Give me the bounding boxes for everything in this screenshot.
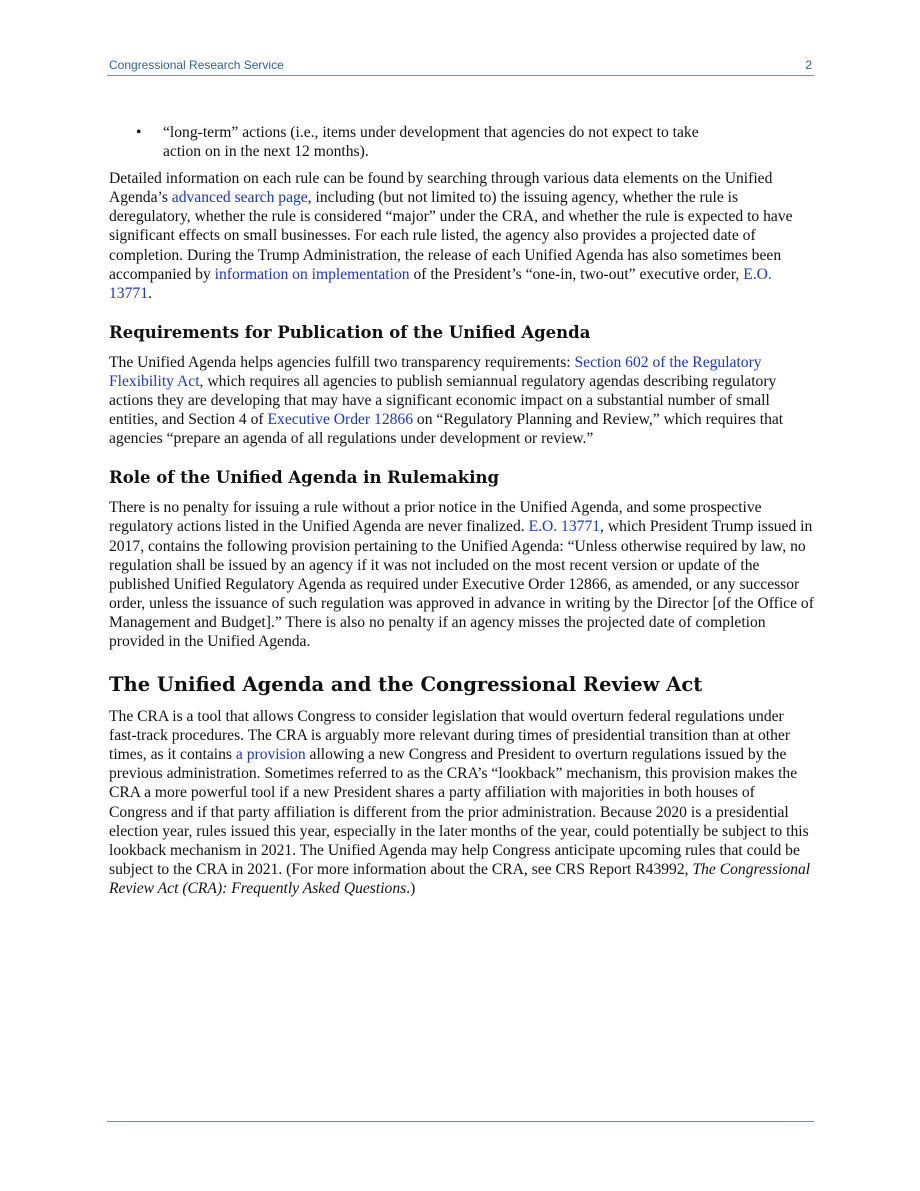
report-title: The Congressional Review Act (CRA): Frequently Asked Questions xyxy=(109,860,811,897)
text: , including (but not limited to) the issuing agency, whether the rule is deregulatory, whether the rule is considered “major” under the CRA, and whether the rule is expected to have significant effects on small businesses. For each rule listed, the agency also provides a projected date of completion. During the Trump Administration, the release of each Unified Agenda has also sometimes been accompanied by xyxy=(109,189,793,283)
text: allowing a new Congress and President to overturn regulations issued by the previous administration. Sometimes referred to as the CRA’s “lookback” mechanism, this provision makes the CRA a more powerful tool if a new President shares a party affiliation with majorities in both houses of Congress and if that party affiliation is different from the prior administration. Because 2020 is a presidential election year, rules issued this year, especially in the later months of the year, could potentially be subject to this lookback mechanism in 2021. The Unified Agenda may help Congress anticipate upcoming rules that could be subject to the CRA in 2021. (For more information about the CRA, see CRS Report R43992, xyxy=(109,746,809,878)
implementation-info-link[interactable]: information on implementation xyxy=(214,265,410,283)
paragraph-search xyxy=(109,169,814,303)
footer-rule xyxy=(107,1121,814,1122)
eo-13771-link-2[interactable]: E.O. 13771 xyxy=(528,518,601,536)
bullet-item xyxy=(109,123,814,161)
advanced-search-link[interactable]: advanced search page xyxy=(171,189,308,207)
text: The Unified Agenda helps agencies fulfill two transparency requirements: xyxy=(109,353,575,371)
eo-13771-link[interactable]: E.O. 13771 xyxy=(109,265,772,302)
executive-order-12866-link[interactable]: Executive Order 12866 xyxy=(267,411,414,429)
bullet-line-2: action on in the next 12 months). xyxy=(163,143,369,161)
text: on “Regulatory Planning and Review,” which requires that agencies “prepare an agenda of all regulations under development or review.” xyxy=(109,411,784,448)
paragraph-role xyxy=(109,498,814,651)
paragraph-cra xyxy=(109,707,814,898)
text: . xyxy=(147,284,152,302)
bullet-icon: • xyxy=(136,124,142,141)
text: , which President Trump issued in 2017, contains the following provision pertaining to the Unified Agenda: “Unless otherwise required by law, no regulation shall be issued by an agency if it was not included on the most recent version or update of the published Unified Regulatory Agenda as required under Executive Order 12866, as amended, or any successor order, unless the issuance of such regulation was approved in advance in writing by the Director [of the Office of Management and Budget].” There is also no penalty if an agency misses the projected date of completion provided in the Unified Agenda. xyxy=(109,518,814,650)
heading-cra: The Unified Agenda and the Congressional Review Act xyxy=(109,673,703,697)
page-number: 2 xyxy=(805,58,812,72)
section-602-link[interactable]: Section 602 of the Regulatory Flexibility Act xyxy=(109,353,762,390)
paragraph-requirements xyxy=(109,353,814,448)
page-header xyxy=(107,58,814,76)
text: , which requires all agencies to publish semiannual regulatory agendas describing regulatory actions they are developing that may have a significant economic impact on a substantial number of small entities, and Section 4 of xyxy=(109,372,777,429)
document-body xyxy=(109,123,814,907)
header-org: Congressional Research Service xyxy=(109,58,284,72)
bullet-line-1: “long-term” actions (i.e., items under development that agencies do not expect to take xyxy=(163,124,699,141)
text: The CRA is a tool that allows Congress to consider legislation that would overturn federal regulations under fast-track procedures. The CRA is arguably more relevant during times of presidential transition than at other times, as it contains xyxy=(109,708,791,764)
heading-requirements: Requirements for Publication of the Unified Agenda xyxy=(109,322,591,342)
text: .) xyxy=(406,879,416,897)
text: of the President’s “one-in, two-out” executive order, xyxy=(409,265,744,283)
provision-link[interactable]: a provision xyxy=(235,746,306,764)
heading-role: Role of the Unified Agenda in Rulemaking xyxy=(109,468,500,488)
text: Detailed information on each rule can be found by searching through various data elements on the Unified Agenda’s xyxy=(109,170,773,207)
text: There is no penalty for issuing a rule without a prior notice in the Unified Agenda, and some prospective regulatory actions listed in the Unified Agenda are never finalized. xyxy=(109,499,762,536)
